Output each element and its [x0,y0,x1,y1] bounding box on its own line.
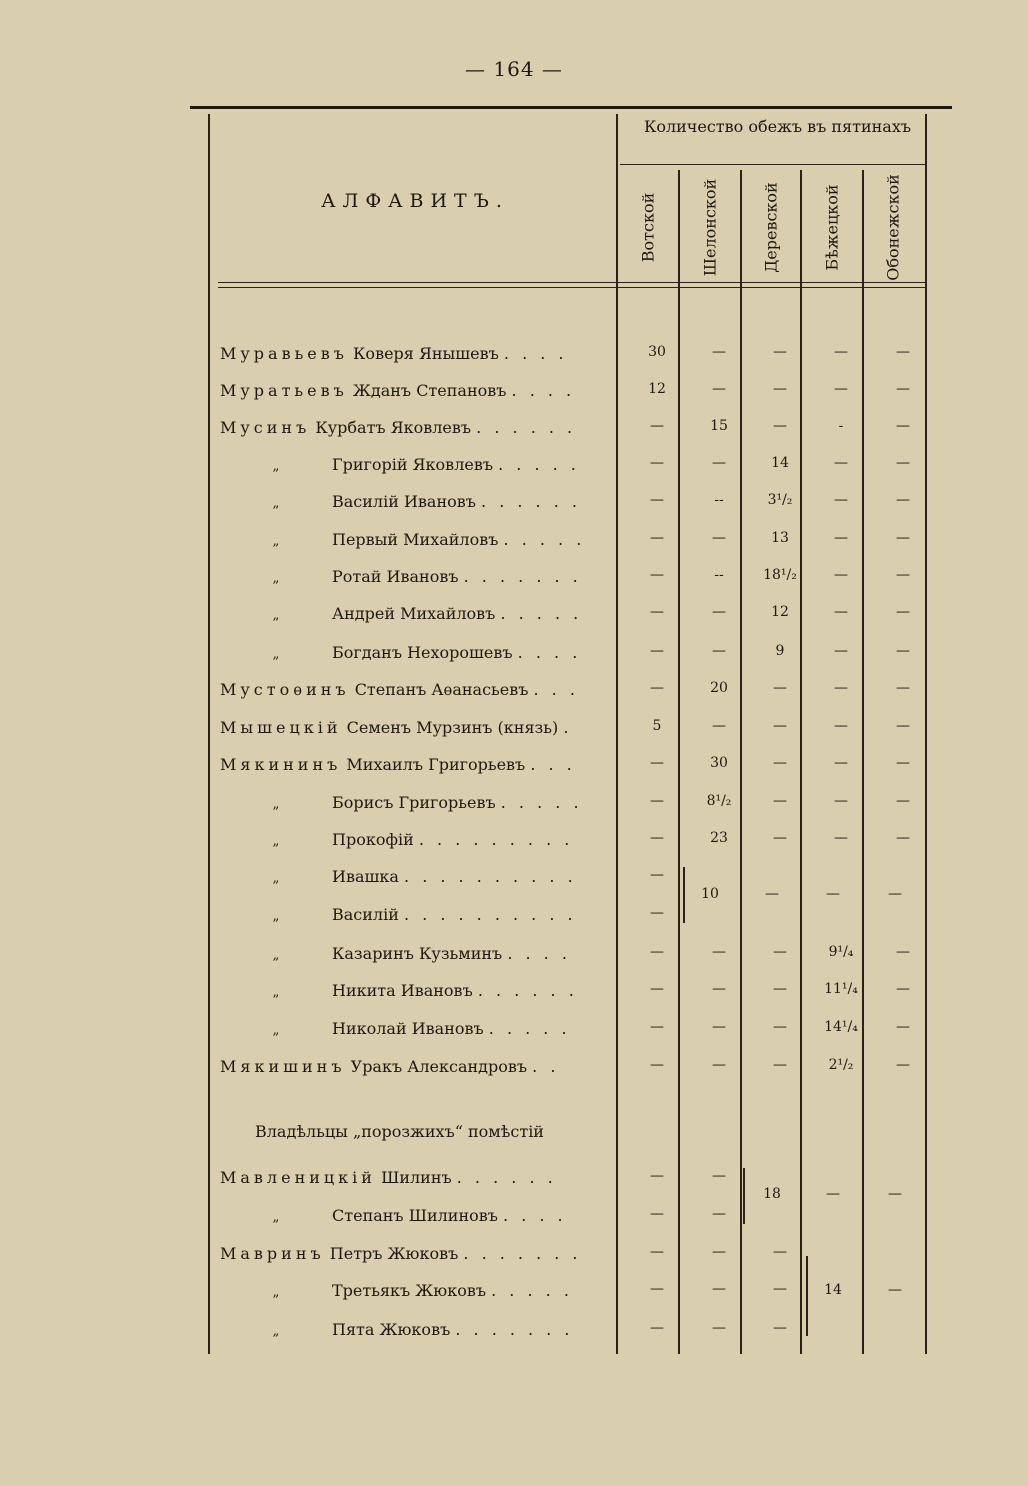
leader-dots: . . . . . [488,1019,571,1038]
value-cell: 11¹/₄ [824,981,858,997]
table-row [220,1320,940,1354]
leader-dots: . . . . . . . . . . [403,905,577,924]
surname: Мавленицкій [220,1168,376,1187]
surname: Муравьевъ [220,344,348,363]
value-cell: — [834,793,848,809]
value-cell: — [834,455,848,471]
surname: Мавринъ [220,1244,325,1263]
value-cell: -- [714,492,724,508]
leader-dots: . . . . [517,643,582,662]
given-name: Борисъ Григорьевъ [332,793,496,812]
merged-value-cell: — [765,886,779,902]
table-row [220,418,940,452]
value-cell: — [712,981,726,997]
value-cell: - [838,418,844,434]
surname: Муратьевъ [220,381,348,400]
ditto-mark: „ [272,1324,280,1339]
value-cell: — [712,944,726,960]
value-cell: — [650,604,664,620]
given-name: Никита Ивановъ [332,981,473,1000]
ditto-mark: „ [272,459,280,474]
ditto-mark: „ [272,1023,280,1038]
given-name: Коверя Янышевъ [353,344,499,363]
value-cell: — [650,830,664,846]
person-name [220,944,605,963]
person-name [220,643,605,662]
value-cell: — [650,530,664,546]
value-cell: — [773,1281,787,1297]
value-cell: — [712,344,726,360]
ditto-mark: „ [272,834,280,849]
value-cell: — [773,1320,787,1336]
value-cell: — [650,1281,664,1297]
value-cell: — [834,680,848,696]
leader-dots: . . . . [507,944,571,963]
leader-dots: . . . . . [491,1281,573,1300]
leader-dots: . . . . . [500,793,583,812]
given-name: Третьякъ Жюковъ [332,1281,487,1300]
surname: Мустоѳинъ [220,680,350,699]
merged-value-cell: — [888,1186,902,1202]
header-rule [218,287,926,288]
value-cell: — [712,1019,726,1035]
value-cell: — [712,381,726,397]
value-cell: — [834,492,848,508]
value-cell: — [896,718,910,734]
value-cell: — [773,1057,787,1073]
table-row [220,492,940,526]
person-name [220,604,605,623]
given-name: Андрей Михайловъ [332,604,496,623]
leader-dots: . . . . . . [456,1168,557,1187]
given-name: Пята Жюковъ [332,1320,451,1339]
given-name: Григорій Яковлевъ [332,455,494,474]
value-cell: — [834,755,848,771]
person-name [220,793,605,812]
value-cell: 14 [771,455,789,471]
leader-dots: . . . . . . . [463,1244,582,1263]
value-cell: — [712,530,726,546]
merged-value-cell: 14 [824,1282,842,1298]
leader-dots: . . . . [503,344,568,363]
value-cell: — [712,455,726,471]
column-header: Шелонской [700,178,720,277]
value-cell: — [650,1168,664,1184]
person-name [220,418,605,437]
leader-dots: . . . . [503,1206,567,1225]
value-cell: — [712,718,726,734]
value-cell: — [834,530,848,546]
ditto-mark: „ [272,496,280,511]
leader-dots: . . . . [511,381,576,400]
value-cell: — [650,981,664,997]
value-cell: 12 [648,381,666,397]
table-row [220,455,940,489]
value-cell: — [712,643,726,659]
table-row [220,793,940,827]
person-name [220,1320,605,1339]
leader-dots: . . . . . . . . . . [404,867,577,886]
left-border [208,114,210,1354]
value-cell: 5 [652,718,662,734]
given-name: Курбатъ Яковлевъ [315,418,472,437]
given-name: Николай Ивановъ [332,1019,484,1038]
header-rule [218,282,926,283]
value-cell: — [650,867,664,883]
given-name: Степанъ Аѳанасьевъ [354,680,529,699]
given-name: Казаринъ Кузьминъ [332,944,503,963]
table-row [220,567,940,601]
merged-value-cell: 18 [763,1186,781,1202]
given-name: Прокофій [332,830,414,849]
surname: Мусинъ [220,418,311,437]
table-row [220,381,940,415]
merged-value-cell: — [888,1282,902,1298]
ditto-mark: „ [272,571,280,586]
value-cell: 30 [710,755,728,771]
value-cell: — [773,1019,787,1035]
value-cell: 3¹/₂ [767,492,793,508]
given-name: Степанъ Шилиновъ [332,1206,498,1225]
column-header: Обонежской [883,174,903,281]
table-row [220,1206,940,1240]
person-name [220,1057,605,1076]
value-cell: — [773,793,787,809]
value-cell: — [834,604,848,620]
value-cell: 23 [710,830,728,846]
table-row [220,981,940,1015]
value-cell: — [773,830,787,846]
value-cell: — [834,643,848,659]
leader-dots: . . [532,1057,560,1076]
given-name: Михаилъ Григорьевъ [346,755,526,774]
value-cell: — [650,680,664,696]
leader-dots: . . . . . . [476,418,577,437]
table-row [220,530,940,564]
value-cell: 12 [771,604,789,620]
group-heading-rule [620,164,925,165]
value-cell: -- [714,567,724,583]
person-name [220,830,605,849]
value-cell: — [773,1244,787,1260]
value-cell: — [650,1244,664,1260]
table-row [220,830,940,864]
merged-value-cell: — [826,886,840,902]
column-header: Бѣжецкой [822,184,842,271]
ditto-mark: „ [272,608,280,623]
value-cell: — [773,755,787,771]
value-cell: — [896,1019,910,1035]
table-row [220,604,940,638]
value-cell: — [773,981,787,997]
ditto-mark: „ [272,1210,280,1225]
given-name: Богданъ Нехорошевъ [332,643,513,662]
ditto-mark: „ [272,985,280,1000]
leader-dots: . [563,718,573,737]
value-cell: — [896,643,910,659]
value-cell: — [650,643,664,659]
given-name: Первый Михайловъ [332,530,499,549]
leader-dots: . . . . . . . . . [418,830,574,849]
value-cell: — [773,344,787,360]
value-cell: — [896,455,910,471]
ditto-mark: „ [272,1285,280,1300]
table-row [220,1244,940,1278]
person-name [220,381,605,400]
leader-dots: . . . . . . [481,492,581,511]
leader-dots: . . . . . . [477,981,578,1000]
column-group-heading: Количество обежъ въ пятинахъ [643,117,912,136]
person-name [220,981,605,1000]
person-name [220,344,605,363]
person-name [220,455,605,474]
value-cell: — [712,1057,726,1073]
table-row [220,680,940,714]
value-cell: 8¹/₂ [706,793,732,809]
value-cell: — [896,381,910,397]
column-header: Деревской [761,182,781,273]
value-cell: — [896,492,910,508]
given-name: Уракъ Александровъ [350,1057,528,1076]
given-name: Василій [332,905,399,924]
value-cell: 9 [775,643,785,659]
value-cell: — [896,418,910,434]
top-rule [190,106,952,109]
given-name: Петръ Жюковъ [329,1244,459,1263]
alphabet-heading: АЛФАВИТЪ. [321,190,509,212]
value-cell: — [773,680,787,696]
table-row [220,1019,940,1053]
value-cell: — [650,905,664,921]
value-cell: — [712,1281,726,1297]
value-cell: — [650,1206,664,1222]
merged-value-cell: — [888,886,902,902]
value-cell: — [712,604,726,620]
value-cell: — [773,944,787,960]
value-cell: — [650,793,664,809]
person-name [220,1244,605,1263]
value-cell: — [834,381,848,397]
person-name [220,905,605,924]
value-cell: — [896,604,910,620]
given-name: Семенъ Мурзинъ (князь) [346,718,559,737]
value-cell: — [896,944,910,960]
given-name: Жданъ Степановъ [352,381,507,400]
value-cell: 9¹/₄ [828,944,854,960]
merged-value-cell: — [826,1186,840,1202]
ditto-mark: „ [272,534,280,549]
column-header: Вотской [638,192,658,263]
value-cell: 14¹/₄ [824,1019,858,1035]
person-name [220,567,605,586]
value-cell: 13 [771,530,789,546]
value-cell: — [896,830,910,846]
value-cell: — [650,567,664,583]
section-heading: Владѣльцы „порозжихъ“ помѣстій [255,1122,544,1141]
leader-dots: . . . . . [503,530,586,549]
value-cell: 20 [710,680,728,696]
person-name [220,680,605,699]
value-cell: — [712,1206,726,1222]
value-cell: — [650,755,664,771]
leader-dots: . . . . . . . [455,1320,574,1339]
value-cell: — [834,344,848,360]
table-row [220,344,940,378]
merged-value-cell: 10 [701,886,719,902]
table-row [220,944,940,978]
value-cell: — [650,455,664,471]
value-cell: — [650,418,664,434]
person-name [220,530,605,549]
given-name: Шилинъ [381,1168,452,1187]
ditto-mark: „ [272,871,280,886]
value-cell: — [896,680,910,696]
value-cell: 15 [710,418,728,434]
value-cell: — [896,344,910,360]
person-name [220,1019,605,1038]
value-cell: — [773,718,787,734]
value-cell: — [712,1320,726,1336]
given-name: Василій Ивановъ [332,492,476,511]
value-cell: 18¹/₂ [763,567,797,583]
leader-dots: . . . . . [498,455,580,474]
value-cell: — [896,1057,910,1073]
leader-dots: . . . . . . . [463,567,582,586]
ditto-mark: „ [272,948,280,963]
surname: Мышецкій [220,718,342,737]
table-row [220,905,940,939]
ditto-mark: „ [272,909,280,924]
person-name [220,755,605,774]
table-row [220,755,940,789]
value-cell: — [896,567,910,583]
value-cell: 30 [648,344,666,360]
ditto-mark: „ [272,647,280,662]
value-cell: — [896,530,910,546]
value-cell: — [712,1168,726,1184]
value-cell: — [834,830,848,846]
given-name: Ротай Ивановъ [332,567,459,586]
person-name [220,1281,605,1300]
person-name [220,718,605,737]
value-cell: — [896,793,910,809]
ditto-mark: „ [272,797,280,812]
value-cell: — [650,1320,664,1336]
person-name [220,492,605,511]
value-cell: — [712,1244,726,1260]
value-cell: 2¹/₂ [828,1057,854,1073]
surname: Мякишинъ [220,1057,346,1076]
table-row [220,643,940,677]
leader-dots: . . . [530,755,576,774]
table-row [220,1057,940,1091]
value-cell: — [773,381,787,397]
value-cell: — [650,1019,664,1035]
value-cell: — [896,981,910,997]
value-cell: — [834,718,848,734]
person-name [220,1168,605,1187]
surname: Мякининъ [220,755,342,774]
value-cell: — [650,1057,664,1073]
person-name [220,1206,605,1225]
leader-dots: . . . . . [500,604,583,623]
value-cell: — [834,567,848,583]
value-cell: — [650,492,664,508]
page-number: — 164 — [465,57,563,81]
person-name [220,867,605,886]
given-name: Ивашка [332,867,399,886]
value-cell: — [650,944,664,960]
table-row [220,718,940,752]
leader-dots: . . . [533,680,579,699]
value-cell: — [896,755,910,771]
value-cell: — [773,418,787,434]
